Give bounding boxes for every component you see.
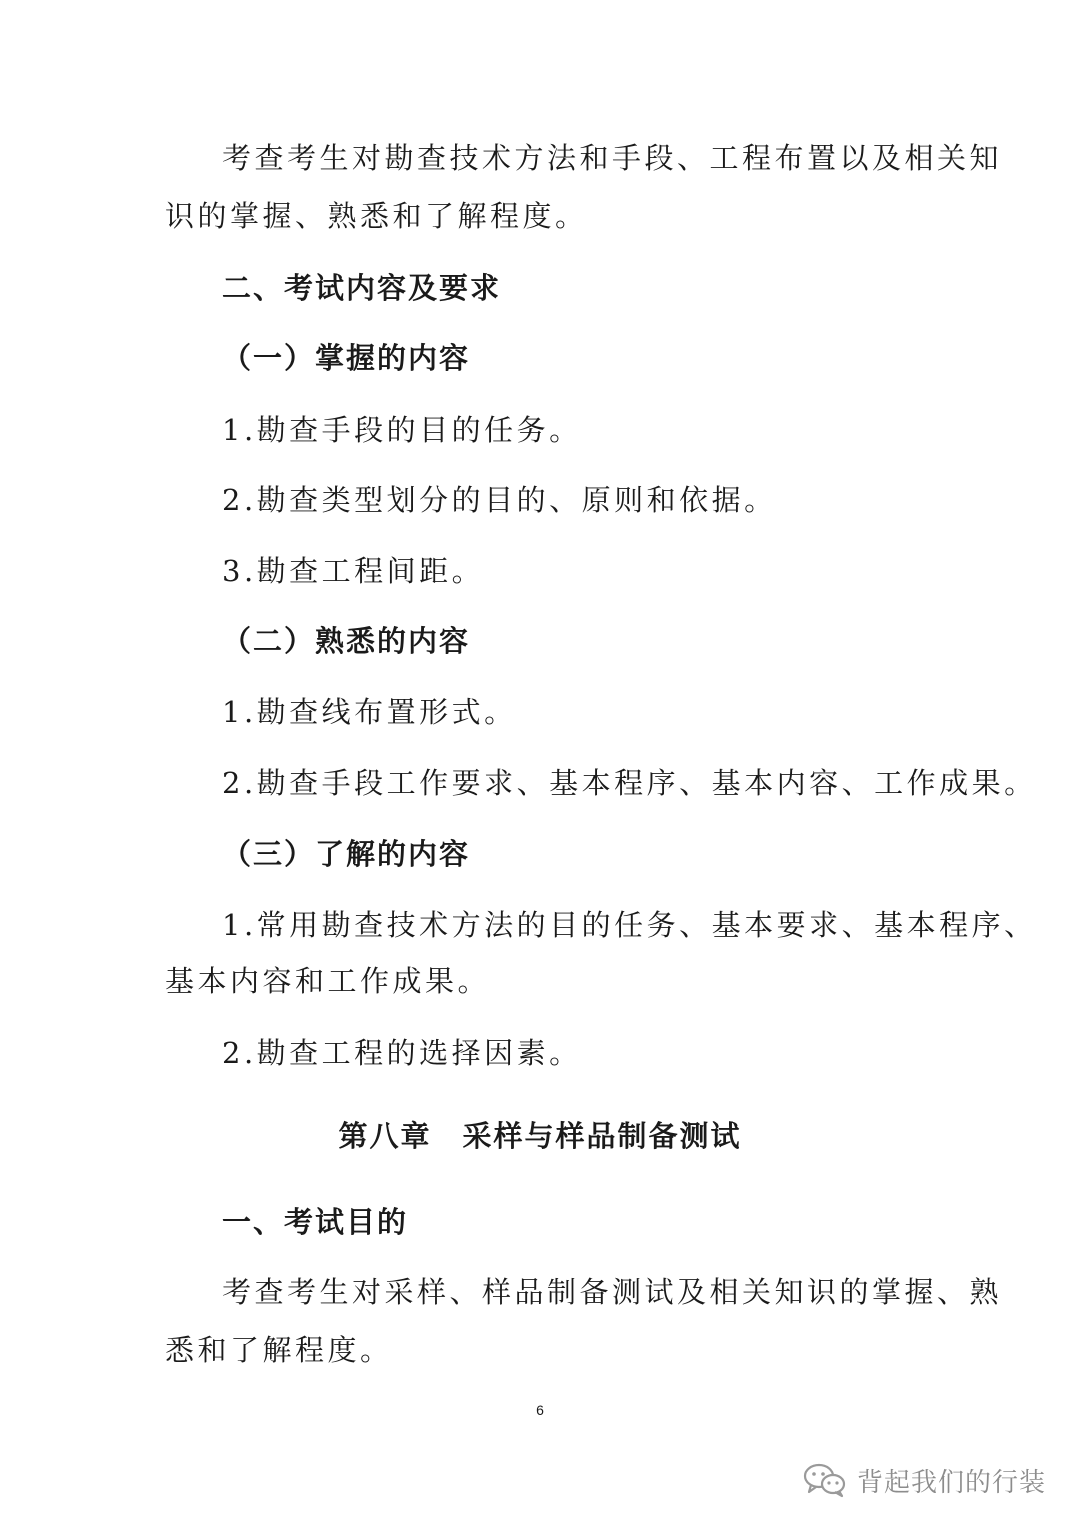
watermark <box>803 1460 1046 1500</box>
subsection-heading: （一）掌握的内容 <box>222 341 471 375</box>
chapter-title: 第八章 采样与样品制备测试 <box>338 1119 742 1153</box>
list-item: 1.常用勘查技术方法的目的任务、基本要求、基本程序、 <box>222 908 1037 942</box>
body-paragraph-line: 识的掌握、熟悉和了解程度。 <box>165 199 588 233</box>
page-number: 6 <box>536 1402 544 1418</box>
list-item: 1.勘查手段的目的任务。 <box>222 413 582 447</box>
wechat-icon <box>803 1462 847 1498</box>
section-heading: 一、考试目的 <box>222 1205 409 1239</box>
body-paragraph-line: 考查考生对勘查技术方法和手段、工程布置以及相关知 <box>222 141 1003 175</box>
subsection-heading: （二）熟悉的内容 <box>222 624 471 658</box>
section-heading: 二、考试内容及要求 <box>222 271 502 305</box>
list-item: 2.勘查工程的选择因素。 <box>222 1036 582 1070</box>
body-paragraph-line: 考查考生对采样、样品制备测试及相关知识的掌握、熟 <box>222 1275 1003 1309</box>
body-paragraph-line: 悉和了解程度。 <box>165 1333 393 1367</box>
list-item: 2.勘查手段工作要求、基本程序、基本内容、工作成果。 <box>222 766 1037 800</box>
list-item-continuation: 基本内容和工作成果。 <box>165 964 491 998</box>
subsection-heading: （三）了解的内容 <box>222 837 471 871</box>
list-item: 2.勘查类型划分的目的、原则和依据。 <box>222 483 777 517</box>
watermark-text: 背起我们的行装 <box>856 1467 1046 1498</box>
list-item: 1.勘查线布置形式。 <box>222 695 517 729</box>
list-item: 3.勘查工程间距。 <box>222 554 485 588</box>
